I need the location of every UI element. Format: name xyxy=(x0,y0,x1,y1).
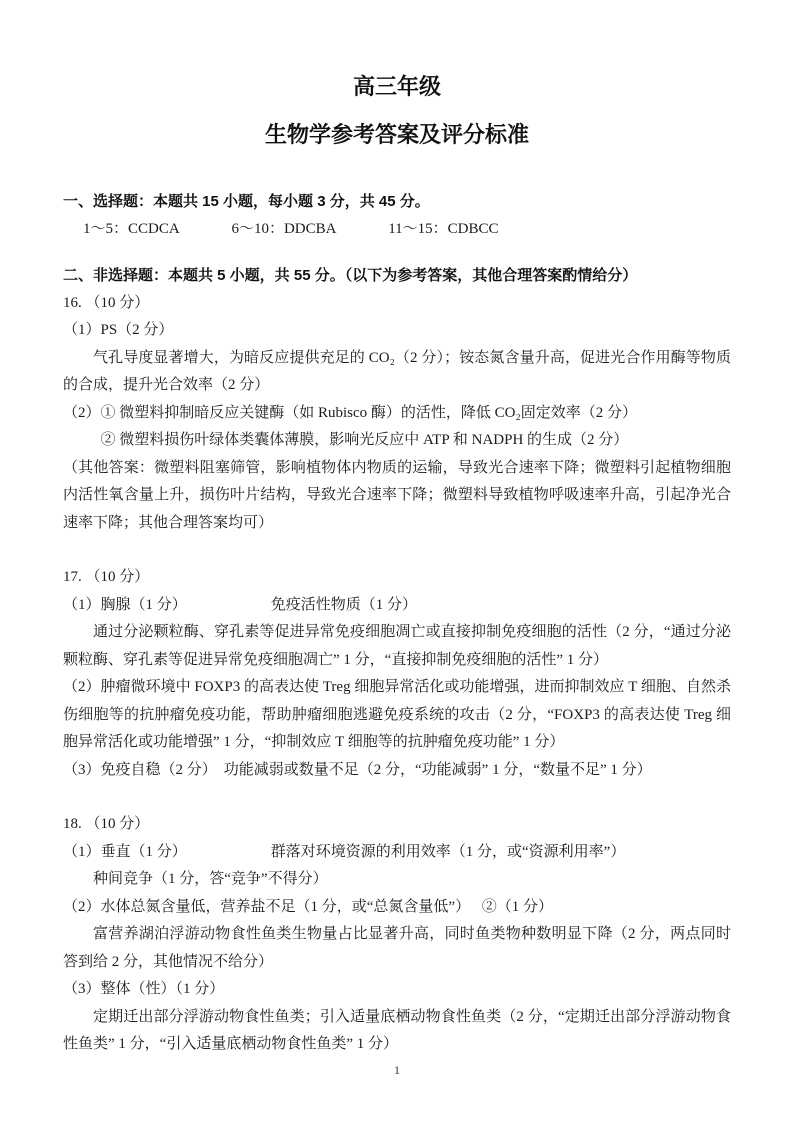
question-16-alt-answers: （其他答案：微塑料阻塞筛管，影响植物体内物质的运输，导致光合速率下降；微塑料引起植物细胞内活性氧含量上升，损伤叶片结构，导致光合速率下降；微塑料导致植物呼吸速率升高，引起净光合速率下降；其他合理答案均可） xyxy=(63,459,731,531)
question-17-part3-answer-left: （3）免疫自稳（2 分） xyxy=(63,761,217,778)
question-16 xyxy=(63,290,731,538)
question-18-part2-answer-right: ②（1 分） xyxy=(481,898,554,915)
question-18-part1-answers xyxy=(63,839,731,867)
question-17 xyxy=(63,564,731,784)
question-17-part1-answer-left: （1）胸腺（1 分） xyxy=(63,596,187,613)
question-17-header: 17. （10 分） xyxy=(63,569,150,585)
question-16-part1-answer: （1）PS（2 分） xyxy=(63,322,174,338)
question-17-part3-answer-right: 功能减弱或数量不足（2 分，“功能减弱” 1 分，“数量不足” 1 分） xyxy=(223,761,652,778)
question-18-part1-detail: 种间竞争（1 分，答“竞争”不得分） xyxy=(93,871,328,887)
page-number: 1 xyxy=(394,1063,400,1077)
question-18-part1-answer-left: （1）垂直（1 分） xyxy=(63,843,187,860)
choice-answers-6-10: 6～10：DDCBA xyxy=(231,220,337,237)
subject-title: 生物学参考答案及评分标准 xyxy=(264,122,529,147)
free-response-section-heading: 二、非选择题：本题共 5 小题，共 55 分。（以下为参考答案，其他合理答案酌情给分） xyxy=(63,267,638,284)
choice-answers-1-5: 1～5：CCDCA xyxy=(83,220,180,237)
question-18 xyxy=(63,811,731,1059)
question-18-part2-detail: 富营养湖泊浮游动物食性鱼类生物量占比显著升高，同时鱼类物种数明显下降（2 分，两点同时答到给 2 分，其他情况不给分） xyxy=(63,926,731,970)
question-18-part3-detail: 定期迁出部分浮游动物食性鱼类；引入适量底栖动物食性鱼类（2 分，“定期迁出部分浮游动物食性鱼类” 1 分，“引入适量底栖动物食性鱼类” 1 分） xyxy=(63,1008,731,1052)
question-16-part1-detail: 气孔导度显著增大，为暗反应提供充足的 CO₂（2 分）；铵态氮含量升高，促进光合作用酶等物质的合成，提升光合效率（2 分） xyxy=(63,349,731,393)
question-16-part2-item1: （2）① 微塑料抑制暗反应关键酶（如 Rubisco 酶）的活性，降低 CO₂固定效率（2 分） xyxy=(63,404,637,421)
question-17-part1-answer-right: 免疫活性物质（1 分） xyxy=(270,596,418,613)
question-17-part1-detail: 通过分泌颗粒酶、穿孔素等促进异常免疫细胞凋亡或直接抑制免疫细胞的活性（2 分，“通过分泌颗粒酶、穿孔素等促进异常免疫细胞凋亡” 1 分，“直接抑制免疫细胞的活性” 1 分） xyxy=(63,624,731,668)
question-17-part1-answers xyxy=(63,592,731,620)
question-17-part3-answers xyxy=(63,757,731,785)
choice-section-heading: 一、选择题：本题共 15 小题，每小题 3 分，共 45 分。 xyxy=(63,193,430,210)
question-18-part2-answer-left: （2）水体总氮含量低，营养盐不足（1 分，或“总氮含量低”） xyxy=(63,898,471,915)
question-16-header: 16. （10 分） xyxy=(63,294,150,311)
question-17-part2-detail: （2）肿瘤微环境中 FOXP3 的高表达使 Treg 细胞异常活化或功能增强，进而抑制效应 T 细胞、自然杀伤细胞等的抗肿瘤免疫功能，帮助肿瘤细胞逃避免疫系统的攻击（2 分，“FOXP3 的高表达使 Treg 细胞异常活化或功能增强” 1 分，“抑制效应 T 细胞等的抗肿瘤免疫功能” 1 分） xyxy=(63,679,731,750)
grade-title: 高三年级 xyxy=(352,74,441,99)
choice-answers-row xyxy=(63,216,731,244)
question-18-header: 18. （10 分） xyxy=(63,816,150,832)
choice-answers-11-15: 11～15：CDBCC xyxy=(388,220,499,237)
question-18-part3-answer: （3）整体（性）（1 分） xyxy=(63,981,225,997)
question-18-part1-answer-right: 群落对环境资源的利用效率（1 分，或“资源利用率”） xyxy=(270,843,626,860)
question-16-part2-item2: ② 微塑料损伤叶绿体类囊体薄膜，影响光反应中 ATP 和 NADPH 的生成（2 分） xyxy=(100,432,629,448)
question-18-part2-answers xyxy=(63,894,731,922)
